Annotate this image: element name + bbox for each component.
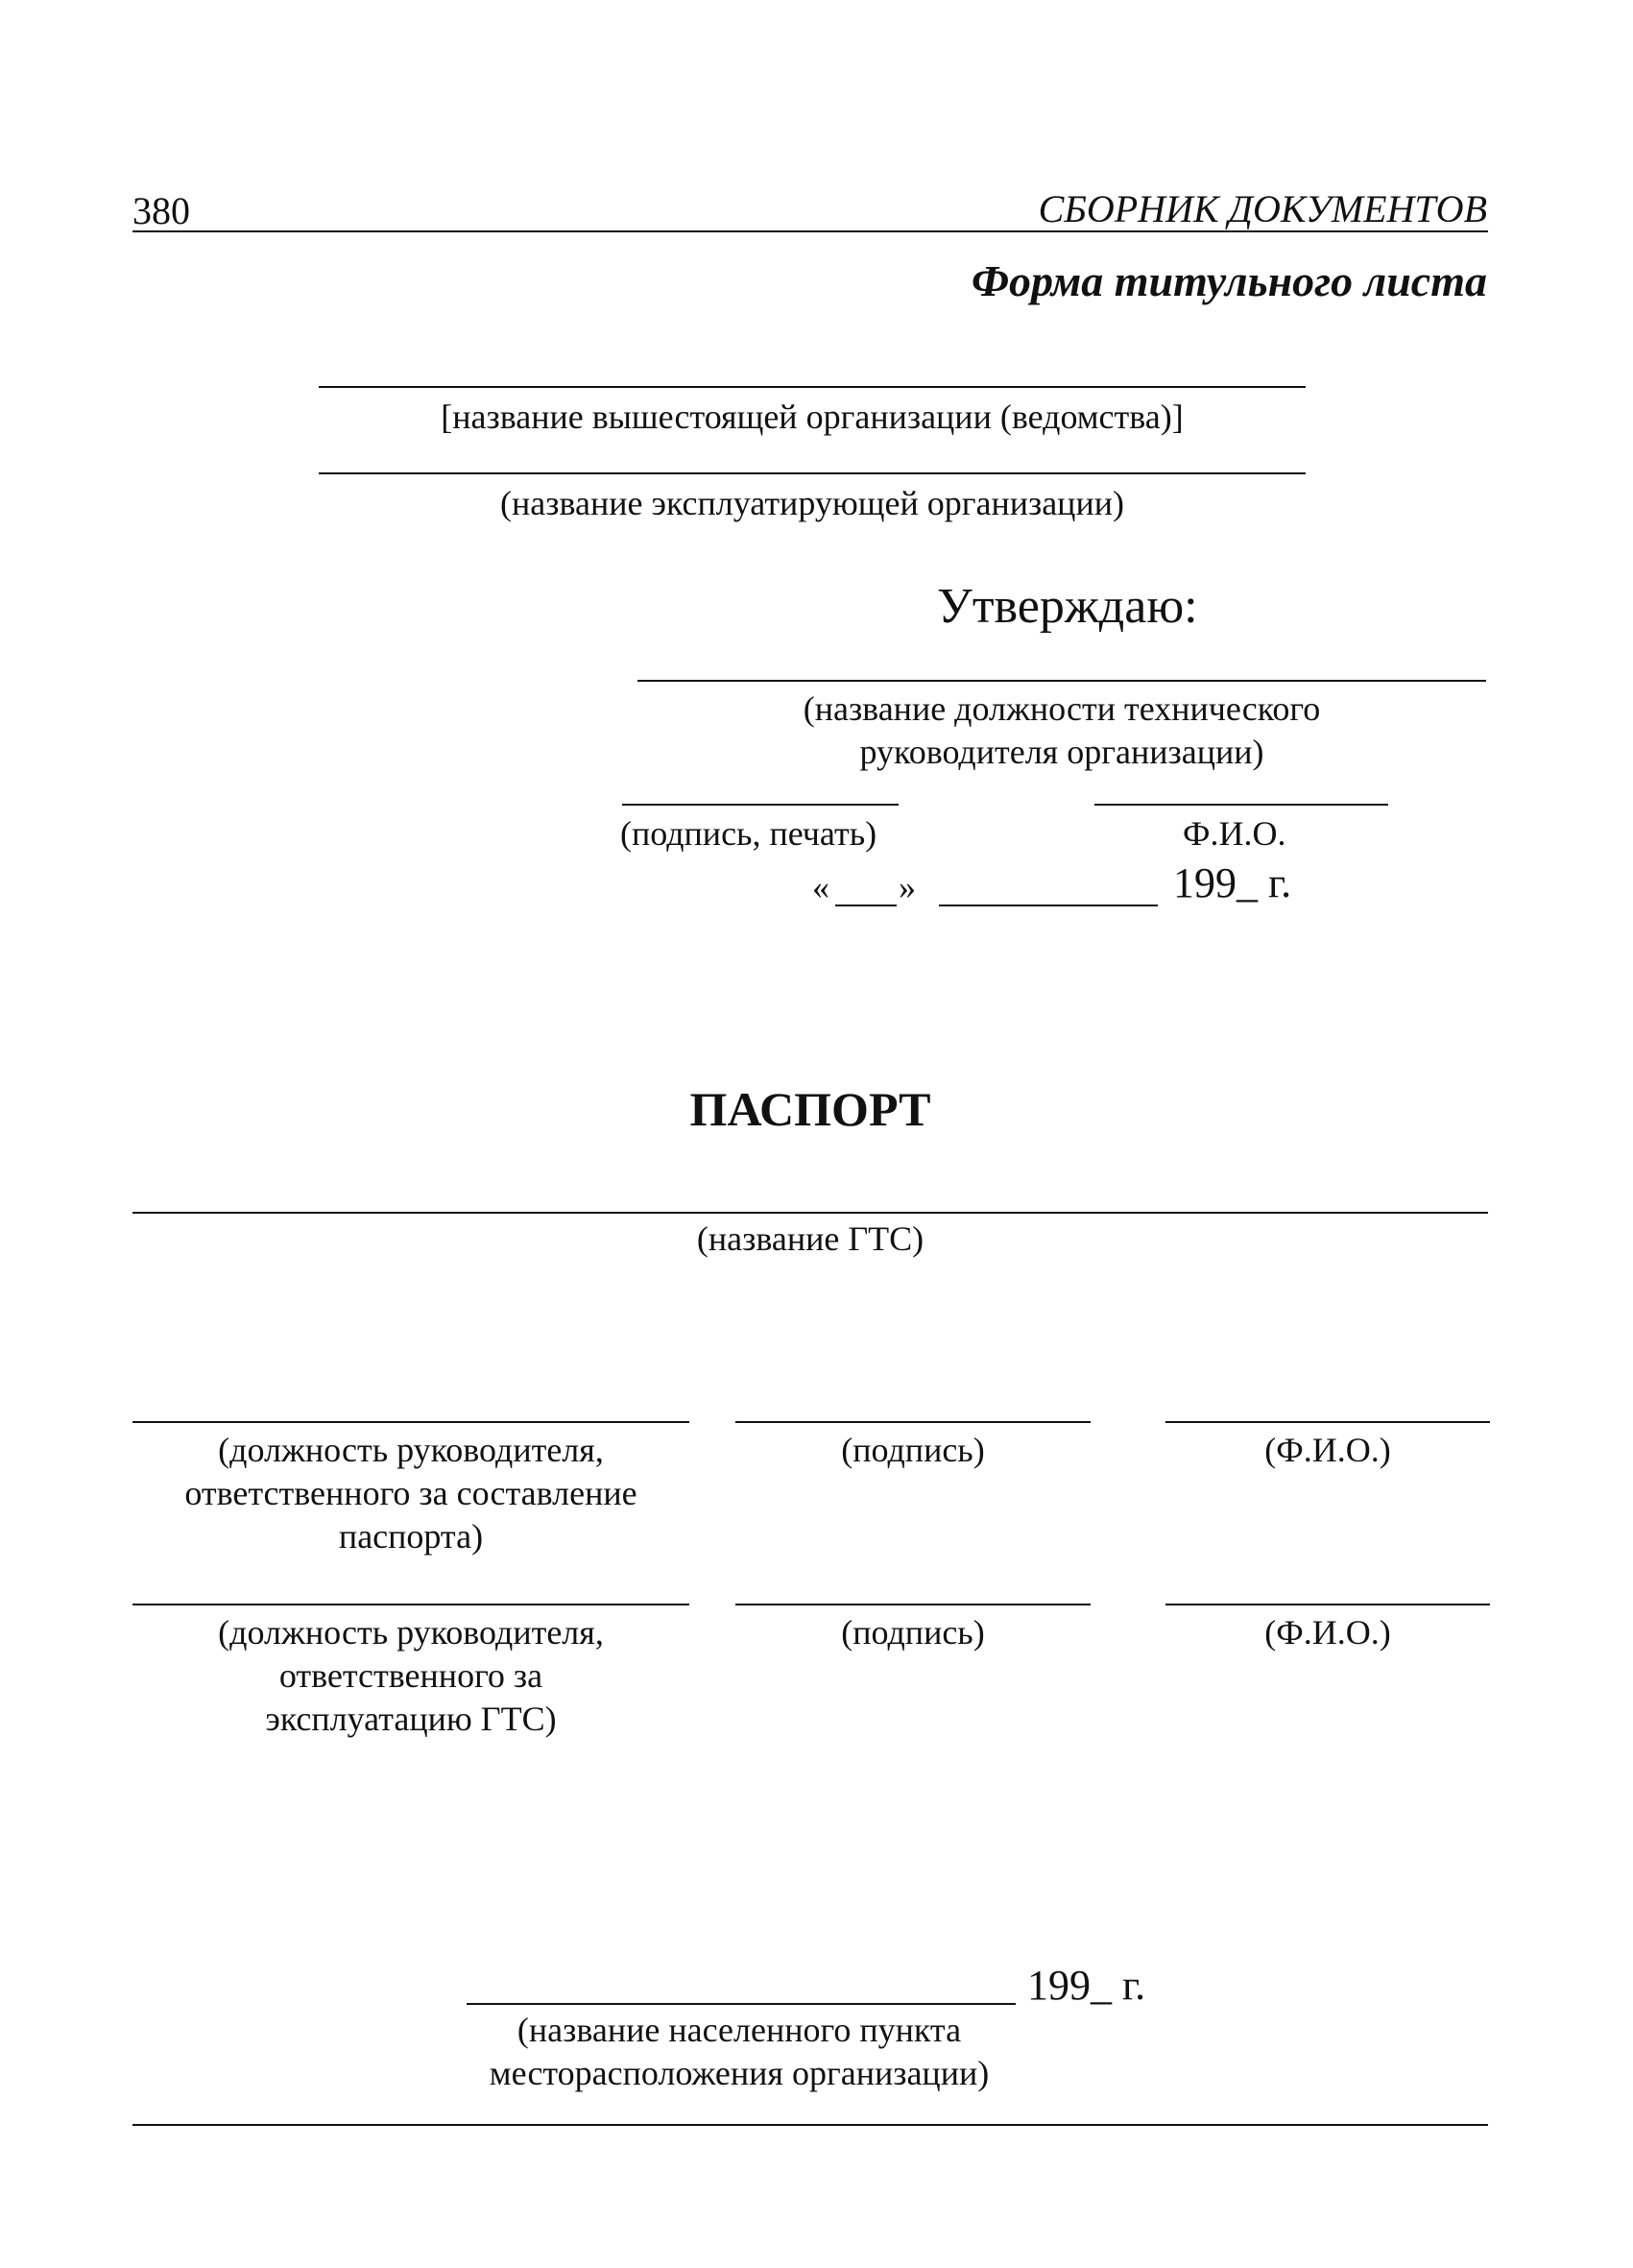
- signatory1-role-line[interactable]: [132, 1421, 689, 1423]
- signatory2-fio-line[interactable]: [1165, 1604, 1490, 1605]
- gts-name-caption: (название ГТС): [696, 1219, 925, 1258]
- date-day-line[interactable]: [835, 905, 897, 906]
- place-caption-line1: (название населенного пункта: [516, 2011, 962, 2049]
- approver-fio-line[interactable]: [1094, 804, 1388, 806]
- page-number: 380: [132, 189, 190, 232]
- signatory1-signature-caption: (подпись): [841, 1431, 985, 1469]
- signatory2-fio-caption: (Ф.И.О.): [1264, 1613, 1391, 1652]
- date-open-quote: «: [812, 868, 829, 906]
- signatory1-role-line2: ответственного за составление: [184, 1474, 637, 1512]
- approval-heading: Утверждаю:: [937, 579, 1198, 634]
- running-title: СБОРНИК ДОКУМЕНТОВ: [1038, 187, 1487, 230]
- date-close-quote: »: [899, 868, 916, 906]
- signatory1-signature-line[interactable]: [735, 1421, 1091, 1423]
- footer-rule: [132, 2124, 1488, 2126]
- approver-fio-caption: Ф.И.О.: [1183, 814, 1286, 853]
- approver-signature-caption: (подпись, печать): [620, 814, 877, 853]
- header-rule: [132, 230, 1488, 232]
- passport-title: ПАСПОРТ: [689, 1082, 931, 1136]
- signatory2-role-caption: [132, 1611, 689, 1741]
- place-caption: [422, 2009, 1056, 2095]
- form-title: Форма титульного листа: [971, 256, 1487, 305]
- date-month-line[interactable]: [939, 905, 1158, 906]
- signatory2-role-line3: эксплуатацию ГТС): [265, 1700, 557, 1738]
- operator-org-caption: (название эксплуатирующей организации): [500, 484, 1124, 522]
- approver-signature-line[interactable]: [622, 804, 899, 806]
- signatory2-role-line2: ответственного за: [278, 1656, 543, 1695]
- signatory2-signature-line[interactable]: [735, 1604, 1091, 1605]
- place-caption-line2: месторасположения организации): [489, 2054, 990, 2092]
- approval-year: 199_ г.: [1173, 859, 1292, 906]
- operator-org-line[interactable]: [319, 472, 1306, 474]
- parent-org-line[interactable]: [319, 386, 1306, 388]
- signatory1-role-line1: (должность руководителя,: [218, 1431, 604, 1469]
- signatory1-role-line3: паспорта): [338, 1517, 484, 1556]
- place-line[interactable]: [467, 2003, 1016, 2005]
- approver-position-line[interactable]: [637, 680, 1486, 682]
- signatory1-fio-line[interactable]: [1165, 1421, 1490, 1423]
- gts-name-line[interactable]: [132, 1212, 1488, 1214]
- signatory1-fio-caption: (Ф.И.О.): [1264, 1431, 1391, 1469]
- signatory2-role-line1: (должность руководителя,: [218, 1613, 604, 1652]
- approver-position-caption-line1: (название должности технического: [803, 689, 1321, 728]
- signatory1-role-caption: [132, 1429, 689, 1558]
- signatory2-signature-caption: (подпись): [841, 1613, 985, 1652]
- parent-org-caption: [название вышестоящей организации (ведомства)]: [441, 398, 1184, 436]
- approver-position-caption-line2: руководителя организации): [859, 733, 1264, 771]
- approver-position-caption: [637, 688, 1486, 774]
- signatory2-role-line[interactable]: [132, 1604, 689, 1605]
- footer-year: 199_ г.: [1027, 1962, 1146, 2009]
